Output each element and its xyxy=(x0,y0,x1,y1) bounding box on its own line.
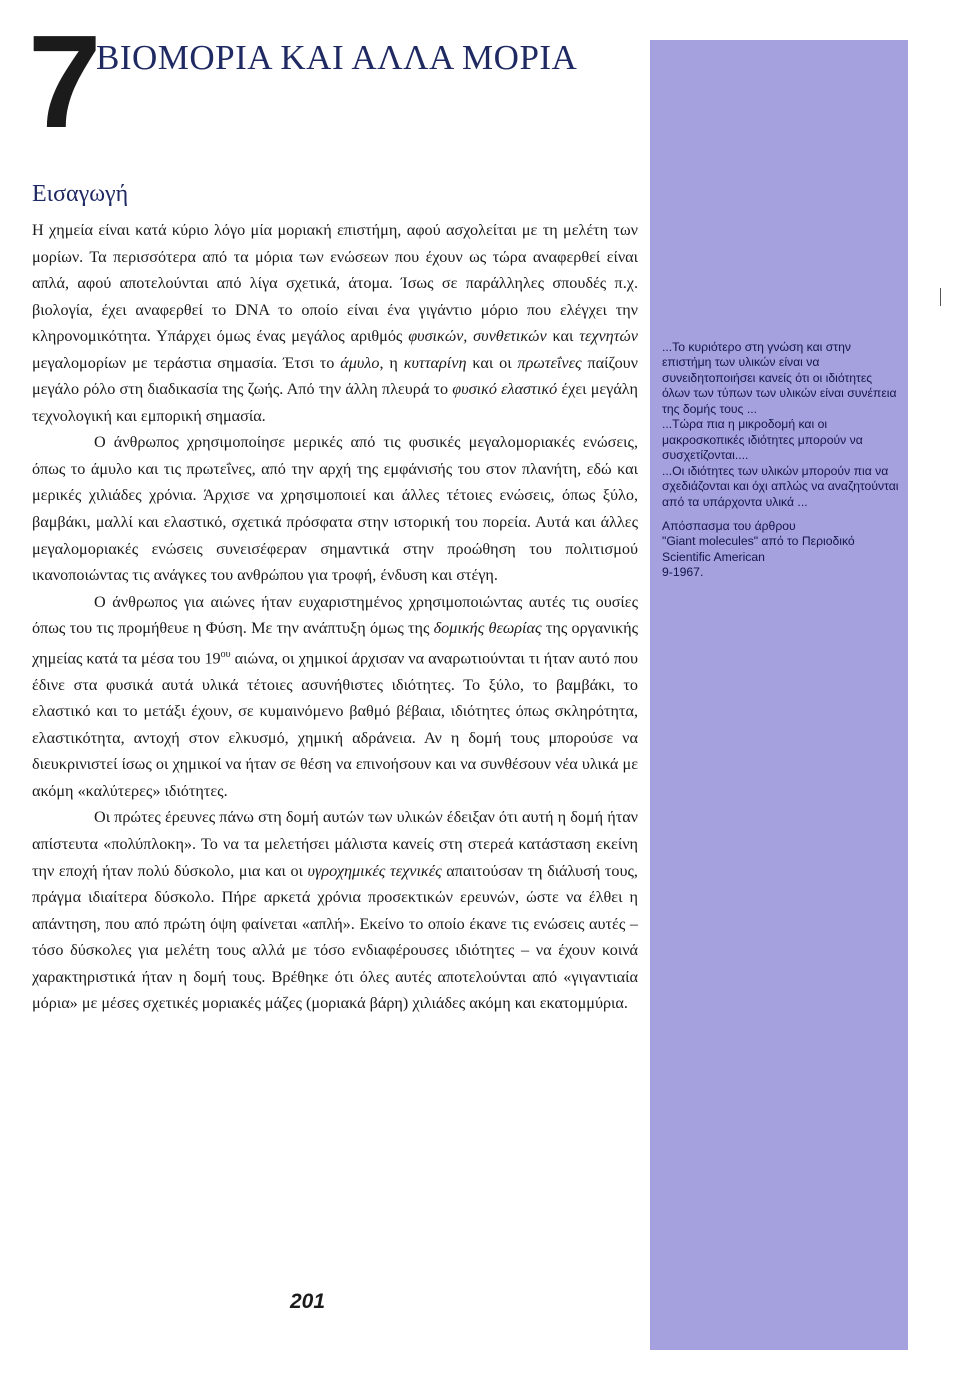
italic-term: υγροχημικές τεχνικές xyxy=(307,861,442,880)
sidebar-gap xyxy=(662,510,900,519)
text-run: απαιτούσαν τη διάλυσή τους, πράγμα ιδιαίτερα δύσκολο. Πήρε αρκετά χρόνια προσεκτικών ερευνών, ώστε να έλθει η απάντηση, που από πρώτη όψη φαίνεται «απλή». Εκείνο το οποίο έκανε τις ενώσεις αυτές – τόσο δύσκολες για μελέτη τους αλλά με τόσο ενδιαφέρουσες ιδιότητες – να έχουν κοινά χαρακτηριστικά ήταν η δομή τους. Βρέθηκε ότι όλες αυτές αποτελούνται από «γιγαντιαία μόρια» με μέσες σχετικές μοριακές μάζες (μοριακά βάρη) χιλιάδες ακόμη και εκατομμύρια. xyxy=(32,861,638,1013)
sidebar-note: ...Οι ιδιότητες των υλικών μπορούν πια να σχεδιάζονται και όχι απλώς να αναζητούνται από τα υπάρχοντα υλικά ... xyxy=(662,463,899,509)
paragraph xyxy=(32,429,638,588)
text-run: αιώνα, οι χημικοί άρχισαν να αναρωτιούνται τι ήταν αυτό που έδινε στα φυσικά αυτά υλικά τέτοιες ασυνήθιστες ιδιότητες. Το ξύλο, το βαμβάκι, το ελαστικό και το μετάξι έχουν, σε κυμαινόμενο βαθμό βέβαια, ιδιότητες όπως σκληρότητα, ελαστικότητα, αντοχή στον ελκυσμό, χημική αδράνεια. Αν η δομή τους μπορούσε να διευκρινιστεί ίσως οι χημικοί να ήταν σε θέση να επινοήσουν και να συνθέσουν νέα υλικά με ακόμη «καλύτερες» ιδιότητες. xyxy=(32,649,639,800)
superscript-text: ου xyxy=(220,648,231,660)
sidebar-note: ...Το κυριότερο στη γνώση και στην επιστήμη των υλικών είναι να συνειδητοποιήσει κανείς ότι οι ιδιότητες όλων των τύπων των υλικών είναι συνέπεια της δομής τους ... xyxy=(662,340,897,416)
sidebar-source-line: "Giant molecules" από το Περιοδικό xyxy=(662,534,855,549)
text-run: Η χημεία είναι κατά κύριο λόγο μία μοριακή επιστήμη, αφού ασχολείται με τη μελέτη των μορίων. Τα περισσότερα από τα μόρια των ενώσεων που έχουν ως τώρα αναφερθεί είναι απλά, αφού αποτελούνται από λίγα σχετικά, άτομα. Ίσως σε παράλληλες σπουδές π.χ. βιολογία, έχει αναφερθεί το DNA το οποίο είναι ένα γιγάντιο μόριο που ελέγχει την κληρονομικότητα. Υπάρχει όμως ένας μεγάλος αριθμός xyxy=(32,221,638,346)
sidebar-note: ...Τώρα πια η μικροδομή και οι μακροσκοπικές ιδιότητες μπορούν να συσχετίζονται.... xyxy=(662,417,863,463)
chapter-title: ΒΙΟΜΟΡΙΑ ΚΑΙ ΑΛΛΑ ΜΟΡΙΑ xyxy=(96,38,578,77)
italic-term: κυτταρίνη xyxy=(403,353,467,372)
sidebar-quote xyxy=(662,340,900,581)
text-run: και xyxy=(546,327,580,346)
paragraph xyxy=(32,589,638,805)
italic-term: άμυλο xyxy=(340,353,380,372)
sidebar-source-line: 9-1967. xyxy=(662,565,704,580)
italic-term: δομικής θεωρίας xyxy=(433,619,542,638)
paragraph xyxy=(32,217,638,429)
paragraph xyxy=(32,804,638,1016)
text-run: Οι πρώτες έρευνες πάνω στη δομή αυτών των υλικών έδειξαν ότι αυτή η δομή ήταν απίστευτα «πολύπλοκη». Το να τα μελετήσει μάλιστα κανείς στη στερεά κατάσταση εκείνη την εποχή ήταν πολύ δύσκολο, μια και οι xyxy=(32,808,638,880)
text-run: της οργανικής χημείας κατά τα μέσα του 19 xyxy=(32,619,638,668)
section-title: Εισαγωγή xyxy=(32,181,129,207)
italic-term: φυσικό ελαστικό xyxy=(452,380,558,399)
text-run: , η xyxy=(379,353,404,372)
italic-term: φυσικών, συνθετικών xyxy=(408,327,547,346)
sidebar-panel xyxy=(650,40,908,1350)
italic-term: τεχνητών xyxy=(579,327,638,346)
sidebar-source-line: Scientific American xyxy=(662,549,765,564)
margin-tick xyxy=(940,288,941,306)
chapter-number: 7 xyxy=(28,8,98,155)
text-run: και οι xyxy=(466,353,518,372)
text-run: παίζουν μεγάλο ρόλο στη διαδικασία της ζωής. Από την άλλη πλευρά το xyxy=(32,353,638,399)
text-run: έχει μεγάλη τεχνολογική και εμπορική σημασία. xyxy=(32,380,638,425)
text-run: Ο άνθρωπος χρησιμοποίησε μερικές από τις φυσικές μεγαλομοριακές ενώσεις, όπως το άμυλο και τις πρωτεΐνες, από την αρχή της εμφάνισής του στον πλανήτη, εδώ και μερικές χιλιάδες χρόνια. Άρχισε να χρησιμοποιεί και άλλες τέτοιες ενώσεις, όπως ξύλο, βαμβάκι, μαλλί και ελαστικό, σχετικά πρόσφατα στην ιστορική του πορεία. Αυτά και άλλες μεγαλομοριακές ενώσεις συνεισέφεραν σημαντικά στην προώθηση του πολιτισμού ικανοποιώντας τις ανάγκες του ανθρώπου για τροφή, ένδυση και στέγη. xyxy=(32,433,638,585)
text-run: Ο άνθρωπος για αιώνες ήταν ευχαριστημένος χρησιμοποιώντας αυτές τις ουσίες όπως του τις προμήθευε η Φύση. Με την ανάπτυξη όμως της xyxy=(32,592,638,638)
page-number: 201 xyxy=(290,1290,326,1313)
text-run: μεγαλομορίων με τεράστια σημασία. Έτσι το xyxy=(32,353,341,372)
italic-term: πρωτεΐνες xyxy=(517,353,582,372)
sidebar-source-line: Απόσπασμα του άρθρου xyxy=(662,518,796,533)
body-text xyxy=(32,217,638,1017)
